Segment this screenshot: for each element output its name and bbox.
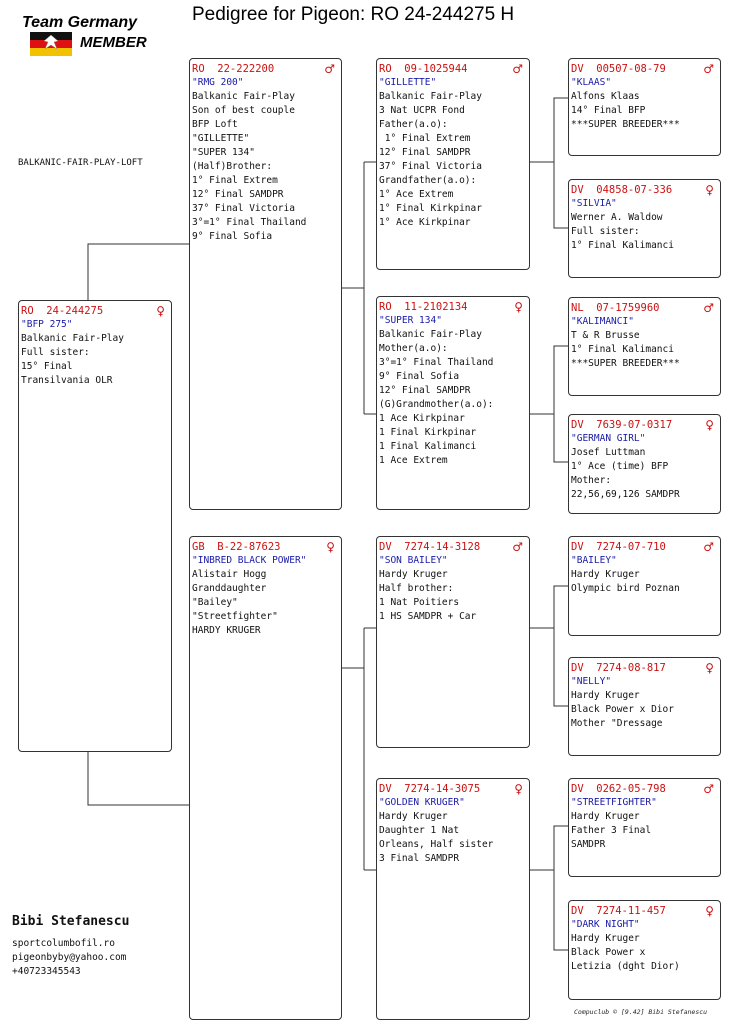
card-line: 37° Final Victoria <box>379 161 482 172</box>
ring-number: RO 09-1025944 <box>379 63 468 75</box>
male-icon: ♂ <box>703 301 714 315</box>
ring-number: RO 24-244275 <box>21 305 104 317</box>
pigeon-card-dam[interactable] <box>189 536 342 1020</box>
ring-number: DV 7274-14-3128 <box>379 541 481 553</box>
female-icon: ♀ <box>705 418 714 432</box>
female-icon: ♀ <box>514 782 523 796</box>
card-line: 1° Final Kirkpinar <box>379 203 482 214</box>
pigeon-card-gg7[interactable] <box>568 778 721 877</box>
card-line: 1 HS SAMDPR + Car <box>379 611 477 622</box>
card-line: (G)Grandmother(a.o): <box>379 399 494 410</box>
pigeon-name: "GERMAN GIRL" <box>571 433 646 444</box>
card-line: 15° Final <box>21 361 73 372</box>
card-line: Black Power x <box>571 947 646 958</box>
card-line: Letizia (dght Dior) <box>571 961 680 972</box>
ring-number: GB B-22-87623 <box>192 541 281 553</box>
card-line: Black Power x Dior <box>571 704 674 715</box>
ring-number: DV 7274-07-710 <box>571 541 666 553</box>
breeder-name: Bibi Stefanescu <box>12 914 130 929</box>
card-line: Full sister: <box>21 347 90 358</box>
card-line: Balkanic Fair-Play <box>379 91 482 102</box>
card-line: Mother "Dressage <box>571 718 663 729</box>
card-line: 3°=1° Final Thailand <box>192 217 307 228</box>
card-line: 1 Nat Poitiers <box>379 597 460 608</box>
card-line: 1° Ace Kirkpinar <box>379 217 471 228</box>
breeder-email[interactable]: pigeonbyby@yahoo.com <box>12 952 127 963</box>
card-line: Hardy Kruger <box>571 569 640 580</box>
ring-number: DV 7639-07-0317 <box>571 419 673 431</box>
card-line: Olympic bird Poznan <box>571 583 680 594</box>
ring-number: DV 7274-08-817 <box>571 662 666 674</box>
card-line: Alistair Hogg <box>192 569 267 580</box>
pigeon-name: "SILVIA" <box>571 198 617 209</box>
logo-team-germany: Team Germany <box>22 14 138 31</box>
card-line: T & R Brusse <box>571 330 640 341</box>
card-line: ***SUPER BREEDER*** <box>571 358 680 369</box>
card-line: 37° Final Victoria <box>192 203 295 214</box>
pigeon-card-sire-sire[interactable] <box>376 58 530 270</box>
pigeon-name: "BAILEY" <box>571 555 617 566</box>
card-line: SAMDPR <box>571 839 606 850</box>
card-line: Josef Luttman <box>571 447 646 458</box>
card-line: 1° Final Extrem <box>379 133 471 144</box>
card-line: 1° Ace Extrem <box>379 189 454 200</box>
pigeon-name: "INBRED BLACK POWER" <box>192 555 307 566</box>
ring-number: DV 00507-08-79 <box>571 63 666 75</box>
pigeon-name: "BFP 275" <box>21 319 73 330</box>
card-line: 3°=1° Final Thailand <box>379 357 494 368</box>
pigeon-name: "STREETFIGHTER" <box>571 797 657 808</box>
card-line: (Half)Brother: <box>192 161 273 172</box>
male-icon: ♂ <box>703 782 714 796</box>
pigeon-name: "KALIMANCI" <box>571 316 634 327</box>
card-line: 3 Final SAMDPR <box>379 853 460 864</box>
ring-number: DV 04858-07-336 <box>571 184 673 196</box>
pigeon-card-subject[interactable] <box>18 300 172 752</box>
card-line: 1° Final Kalimanci <box>571 240 674 251</box>
footer-credit: Compuclub © [9.42] Bibi Stefanescu <box>574 1008 708 1016</box>
card-line: 1° Final Extrem <box>192 175 278 186</box>
card-line: 1 Ace Kirkpinar <box>379 413 465 424</box>
card-line: 14° Final BFP <box>571 105 646 116</box>
card-line: 12° Final SAMDPR <box>379 147 471 158</box>
card-line: Orleans, Half sister <box>379 839 494 850</box>
pigeon-name: "NELLY" <box>571 676 612 687</box>
card-line: Balkanic Fair-Play <box>192 91 295 102</box>
card-line: Half brother: <box>379 583 454 594</box>
card-line: 1 Ace Extrem <box>379 455 448 466</box>
card-line: Hardy Kruger <box>379 811 448 822</box>
pigeon-name: "RMG 200" <box>192 77 244 88</box>
card-line: "Bailey" <box>192 597 238 608</box>
card-line: 12° Final SAMDPR <box>192 189 284 200</box>
card-line: ***SUPER BREEDER*** <box>571 119 680 130</box>
pigeon-name: "GILLETTE" <box>379 77 437 88</box>
card-line: Transilvania OLR <box>21 375 113 386</box>
card-line: BFP Loft <box>192 119 238 130</box>
logo-member: MEMBER <box>80 34 147 51</box>
pigeon-card-gg1[interactable] <box>568 58 721 156</box>
card-line: Grandfather(a.o): <box>379 175 477 186</box>
pigeon-card-sire[interactable] <box>189 58 342 510</box>
male-icon: ♂ <box>324 62 335 76</box>
pigeon-card-gg2[interactable] <box>568 179 721 278</box>
pigeon-name: "SON BAILEY" <box>379 555 448 566</box>
card-line: Mother: <box>571 475 612 486</box>
card-line: Son of best couple <box>192 105 295 116</box>
card-line: Balkanic Fair-Play <box>21 333 124 344</box>
card-line: Mother(a.o): <box>379 343 448 354</box>
breeder-phone: +40723345543 <box>12 966 81 977</box>
female-icon: ♀ <box>705 661 714 675</box>
male-icon: ♂ <box>512 62 523 76</box>
card-line: 22,56,69,126 SAMDPR <box>571 489 680 500</box>
card-line: 1° Final Kalimanci <box>571 344 674 355</box>
pigeon-name: "KLAAS" <box>571 77 612 88</box>
card-line: Werner A. Waldow <box>571 212 663 223</box>
card-line: Daughter 1 Nat <box>379 825 460 836</box>
card-line: Granddaughter <box>192 583 267 594</box>
card-line: Alfons Klaas <box>571 91 640 102</box>
ring-number: NL 07-1759960 <box>571 302 660 314</box>
pigeon-card-dam-dam[interactable] <box>376 778 530 1020</box>
ring-number: DV 0262-05-798 <box>571 783 666 795</box>
female-icon: ♀ <box>326 540 335 554</box>
male-icon: ♂ <box>703 540 714 554</box>
card-line: Balkanic Fair-Play <box>379 329 482 340</box>
ring-number: RO 11-2102134 <box>379 301 468 313</box>
card-line: "GILLETTE" <box>192 133 250 144</box>
card-line: 1 Final Kalimanci <box>379 441 477 452</box>
pigeon-name: "GOLDEN KRUGER" <box>379 797 465 808</box>
ring-number: DV 7274-11-457 <box>571 905 666 917</box>
card-line: 1 Final Kirkpinar <box>379 427 477 438</box>
male-icon: ♂ <box>703 62 714 76</box>
pigeon-card-gg6[interactable] <box>568 657 721 756</box>
pigeon-card-gg8[interactable] <box>568 900 721 1000</box>
card-line: Father(a.o): <box>379 119 448 130</box>
card-line: 9° Final Sofia <box>379 371 460 382</box>
card-line: Hardy Kruger <box>379 569 448 580</box>
loft-name: BALKANIC-FAIR-PLAY-LOFT <box>18 158 143 168</box>
card-line: 3 Nat UCPR Fond <box>379 105 465 116</box>
pigeon-name: "SUPER 134" <box>379 315 442 326</box>
card-line: "SUPER 134" <box>192 147 255 158</box>
page-title: Pedigree for Pigeon: RO 24-244275 H <box>192 4 515 25</box>
pigeon-card-gg5[interactable] <box>568 536 721 636</box>
pigeon-card-sire-dam[interactable] <box>376 296 530 510</box>
pigeon-card-dam-sire[interactable] <box>376 536 530 748</box>
female-icon: ♀ <box>514 300 523 314</box>
card-line: 12° Final SAMDPR <box>379 385 471 396</box>
ring-number: RO 22-222200 <box>192 63 275 75</box>
card-line: 1° Ace (time) BFP <box>571 461 669 472</box>
card-line: Hardy Kruger <box>571 933 640 944</box>
male-icon: ♂ <box>512 540 523 554</box>
female-icon: ♀ <box>705 183 714 197</box>
female-icon: ♀ <box>705 904 714 918</box>
card-line: Father 3 Final <box>571 825 652 836</box>
card-line: 9° Final Sofia <box>192 231 273 242</box>
card-line: "Streetfighter" <box>192 611 278 622</box>
pigeon-card-gg3[interactable] <box>568 297 721 396</box>
card-line: HARDY KRUGER <box>192 625 261 636</box>
pigeon-card-gg4[interactable] <box>568 414 721 514</box>
pigeon-name: "DARK NIGHT" <box>571 919 640 930</box>
female-icon: ♀ <box>156 304 165 318</box>
ring-number: DV 7274-14-3075 <box>379 783 481 795</box>
card-line: Hardy Kruger <box>571 690 640 701</box>
breeder-website[interactable]: sportcolumbofil.ro <box>12 938 115 949</box>
card-line: Hardy Kruger <box>571 811 640 822</box>
card-line: Full sister: <box>571 226 640 237</box>
